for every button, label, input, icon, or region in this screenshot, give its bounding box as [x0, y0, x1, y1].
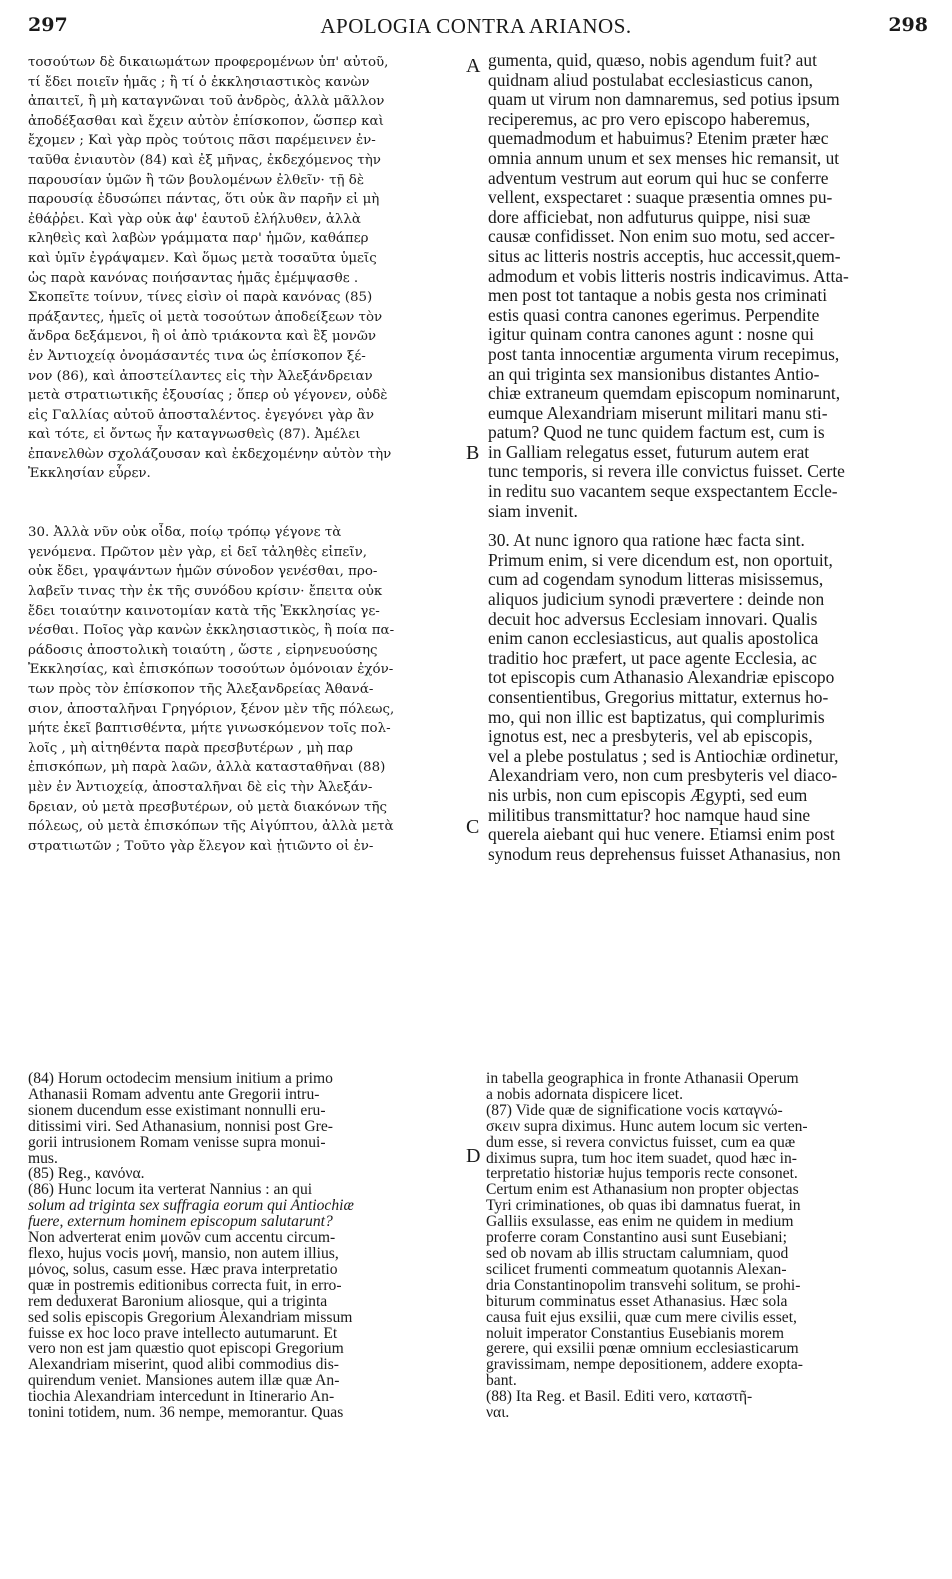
greek-text-line: ἄνδρα δεξάμενοι, ἢ οἱ ἀπὸ τριάκοντα καὶ ἓξ μονῶν [28, 329, 376, 345]
greek-text-line: γενόμενα. Πρῶτον μὲν γὰρ, εἰ δεῖ τἀληθὲς εἰπεῖν, [28, 544, 368, 560]
latin-text-line: consentientibus, Gregorius mittatur, externus ho- [488, 688, 829, 707]
greek-text-line: καὶ ὑμῖν ἐγράψαμεν. Καὶ ὅμως μετὰ τοσαῦτα ὑμεῖς [28, 250, 377, 266]
greek-text-line: νέσθαι. Ποῖος γὰρ κανὼν ἐκκλησιαστικὸς, ἢ ποία πα- [28, 623, 395, 639]
greek-text-line [28, 504, 460, 524]
footnote-line: in tabella geographica in fronte Athanasii Operum [486, 1071, 799, 1087]
greek-text-line: Ἐκκλησίας, καὶ ἐπισκόπων τοσούτων ὁμόνοιαν ἐχόν- [28, 662, 394, 678]
footnote-line: ναι. [486, 1405, 510, 1421]
latin-text-column [488, 51, 938, 864]
footnotes-left-column [28, 1071, 472, 1421]
greek-text-line: λοῖς , μὴ αἰτηθέντα παρὰ πρεσβυτέρων , μὴ παρ [28, 740, 354, 756]
latin-text-line: quemadmodum et habuimus? Etenim præter hæc [488, 129, 829, 149]
greek-text-line: νον (86), καὶ ἀποστείλαντες εἰς τὴν Ἀλεξάνδρειαν [28, 368, 373, 384]
footnote-line: proferre coram Constantino ausi sunt Eusebiani; [486, 1230, 787, 1246]
latin-text-line: Primum enim, si vere dicendum est, non oportuit, [488, 550, 833, 570]
greek-text-line: μήτε ἐκεῖ βαπτισθέντα, μήτε γινωσκόμενον τοῖς πολ- [28, 721, 391, 737]
footnote-line: σκειν supra diximus. Hunc autem locum sic verten- [486, 1118, 808, 1135]
greek-text-line: ὡς παρὰ κανόνας ποιήσαντας ἡμᾶς ἐμέμψασθε . [28, 270, 359, 286]
latin-text-line: 30. At nunc ignoro qua ratione hæc facta sint. [488, 531, 805, 551]
greek-text-line: ἔδει τοιαύτην καινοτομίαν κατὰ τῆς Ἐκκλησίας γε- [28, 603, 380, 619]
footnote-line: Athanasii Romam adventu ante Gregorii intru- [28, 1086, 320, 1103]
footnote-line: diximus supra, tum hoc item suadet, quod hæc in- [486, 1150, 797, 1167]
footnote-line: quæ in postremis editionibus correcta fuit, in erro- [28, 1277, 342, 1294]
footnote-line: rem deduxerat Baronium aliosque, qui a triginta [28, 1293, 328, 1310]
greek-text-line: 30. Ἀλλὰ νῦν οὐκ οἶδα, ποίῳ τρόπῳ γέγονε τὰ [28, 525, 342, 541]
latin-text-line: querela aiebant qui huc venere. Etiamsi enim post [488, 825, 835, 845]
latin-text-line: chiæ extraneum quemdam episcopum nominarunt, [488, 384, 841, 404]
footnote-line: scilicet frumenti commeatum quotannis Alexan- [486, 1261, 787, 1278]
greek-text-line: Ἐκκλησίαν εὗρεν. [28, 466, 151, 482]
greek-text-line: καὶ τότε, εἰ ὄντως ἦν καταγνωσθεὶς (87). Ἀμέλει [28, 427, 361, 443]
greek-text-line: πράξαντες, ἡμεῖς οἱ μετὰ τοσούτων ἀποδείξεων τὸν [28, 309, 383, 325]
latin-text-line: causæ confidisset. Non enim suo motu, sed accer- [488, 227, 835, 247]
latin-text-line: siam invenit. [488, 501, 578, 521]
margin-letter-d: D [466, 1145, 481, 1167]
latin-text-line: mo, qui non illic est baptizatus, qui complurimis [488, 707, 825, 727]
greek-text-line: ἐπισκόπων, μὴ παρὰ λαῶν, ἀλλὰ κατασταθῆναι (88) [28, 760, 386, 776]
latin-text-line: in reditu suo vacantem seque exspectantem Eccle- [488, 482, 838, 502]
latin-text-line: quam ut virum non damnaremus, sed potius ipsum [488, 90, 840, 110]
footnote-line: tonini totidem, num. 36 nempe, memorantur. Quas [28, 1405, 344, 1421]
latin-text-line: situs ac litteris nostris acceptis, huc accessit,quem- [488, 246, 841, 266]
footnote-line: gravissimam, nempe depositionem, addere exopta- [486, 1357, 803, 1374]
footnote-line: flexo, hujus vocis μονή, mansio, non autem illius, [28, 1245, 339, 1262]
greek-text-line: μετὰ στρατιωτικῆς ἐξουσίας ; ὅπερ οὐ γέγονεν, οὐδὲ [28, 388, 388, 404]
footnote-line: Galliis exsulasse, eas enim ne quidem in medium [486, 1214, 794, 1231]
footnote-line: μόνος, solus, casum esse. Hæc prava interpretatio [28, 1261, 338, 1278]
latin-text-line: cum ad cogendam synodum litteras misissemus, [488, 570, 824, 590]
greek-text-line: εἰς Γαλλίας αὐτοῦ ἀποσταλέντος. ἐγεγόνει γὰρ ἂν [28, 407, 375, 423]
latin-text-line: nis urbis, non cum episcopis Ægypti, sed eum [488, 785, 808, 805]
greek-text-line: κληθεὶς καὶ λαβὼν γράμματα παρ' ἡμῶν, καθάπερ [28, 231, 369, 247]
footnote-line: sed ob novam ab illis structam calumniam, quod [486, 1245, 789, 1262]
footnote-line: causa fuit ejus exsilii, quæ cum mere civilis esset, [486, 1309, 797, 1326]
footnote-line: bant. [486, 1373, 517, 1390]
latin-text-line: reciperemus, ac pro vero episcopo haberemus, [488, 109, 811, 129]
greek-text-line: στρατιωτῶν ; Τοῦτο γὰρ ἔλεγον καὶ ᾐτιῶντο οἱ ἐν- [28, 838, 374, 854]
greek-text-line: Σκοπεῖτε τοίνυν, τίνες εἰσὶν οἱ παρὰ κανόνας (85) [28, 290, 373, 306]
latin-text-line: vellent, exspectaret : suaque præsentia omnes pu- [488, 188, 833, 208]
footnote-line: dum esse, si revera convictus fuisset, cum ea quæ [486, 1134, 796, 1151]
latin-text-line: aliquos judicium synodi prævertere : deinde non [488, 590, 825, 610]
latin-text-line: synodum reus deprehensus fuisset Athanasius, non [488, 844, 841, 864]
latin-text-line: quidnam aliud postulabat ecclesiasticus canon, [488, 70, 814, 90]
greek-text-line: σιον, ἀποσταλῆναι Γρηγόριον, ξένον μὲν τῆς πόλεως, [28, 701, 395, 717]
latin-text-line: eumque Alexandriam miserunt militari manu sti- [488, 403, 828, 423]
footnote-line: dria Constantinopolim transvehi solitum, se prohi- [486, 1277, 801, 1294]
footnote-line: solum ad triginta sex suffragia eorum qui Antiochiæ [28, 1198, 354, 1215]
footnote-line: gorii intrusionem Romam venisse supra monui- [28, 1134, 326, 1151]
greek-text-line: τί ἔδει ποιεῖν ἡμᾶς ; ἢ τί ὁ ἐκκλησιαστικὸς κανὼν [28, 74, 370, 90]
greek-text-line: πόλεως, οὐ μετὰ ἐπισκόπων τῆς Αἰγύπτου, ἀλλὰ μετὰ [28, 819, 394, 835]
greek-text-line: οὐκ ἔδει, γραψάντων ἡμῶν σύνοδον γενέσθαι, προ- [28, 564, 378, 580]
footnote-line: fuisse ex hoc loco prave intellecto autumarunt. Et [28, 1325, 338, 1342]
greek-text-line: παρουσίαν ὑμῶν ἢ τῶν βουλομένων ἐλθεῖν· τῇ δὲ [28, 172, 365, 188]
footnote-line: tiochia Alexandriam intercedunt in Itinerario An- [28, 1389, 335, 1406]
footnote-line: fuere, externum hominem episcopum salutarunt? [28, 1214, 333, 1231]
page-header [0, 10, 952, 44]
latin-text-line: an qui triginta sex mansionibus distantes Antio- [488, 364, 820, 384]
greek-text-line: μὲν ἐν Ἀντιοχείᾳ, ἀποσταλῆναι δὲ εἰς τὴν Ἀλεξάν- [28, 779, 373, 795]
footnote-line: gerere, qui exsilii pœnæ omnium ecclesiasticarum [486, 1341, 799, 1358]
latin-text-line: patum? Quod ne tunc quidem factum est, cum is [488, 423, 825, 443]
footnote-line: ditissimi viri. Sed Athanasium, nonnisi post Gre- [28, 1118, 333, 1135]
footnote-line: Non adverterat enim μονῶν cum accentu circum- [28, 1230, 336, 1246]
footnote-line: quirendum veniet. Mansiones autem illæ quæ An- [28, 1373, 340, 1390]
latin-text-line: tunc temporis, si revera ille convictus fuisset. Certe [488, 462, 845, 482]
footnote-line: (84) Horum octodecim mensium initium a primo [28, 1071, 333, 1087]
latin-text-line: men post tot tantaque a nobis gesta nos criminati [488, 286, 828, 306]
greek-text-line: ταῦθα ἐνιαυτὸν (84) καὶ ἐξ μῆνας, ἐκδεχόμενος τὴν [28, 152, 381, 168]
footnote-line: Tyri criminationes, ob quas ibi damnatus fuerat, in [486, 1198, 801, 1215]
greek-text-column [28, 53, 460, 856]
latin-text-line: gumenta, quid, quæso, nobis agendum fuit? aut [488, 51, 817, 70]
footnote-line: Alexandriam miserint, quod alibi commodius dis- [28, 1357, 339, 1374]
footnote-line: biturum comminatus esset Athanasius. Hæc sola [486, 1293, 788, 1310]
latin-text-line: ignotus est, nec a presbyteris, vel ab episcopis, [488, 727, 813, 747]
footnote-line: (88) Ita Reg. et Basil. Editi vero, καταστῆ- [486, 1389, 753, 1406]
latin-text-line: dore afficiebat, non adfuturus quippe, nisi suæ [488, 207, 811, 227]
running-title: APOLOGIA CONTRA ARIANOS. [320, 14, 632, 38]
latin-text-line: in Galliam relegatus esset, futurum autem erat [488, 442, 810, 462]
footnote-line: Certum enim est Athanasium non propter objectas [486, 1182, 799, 1199]
latin-text-line: admodum et vobis litteris nostris indicavimus. Atta- [488, 266, 849, 286]
greek-text-line: δρειαν, οὐ μετὰ πρεσβυτέρων, οὐ μετὰ διακόνων τῆς [28, 799, 388, 815]
greek-text-line: τοσούτων δὲ δικαιωμάτων προφερομένων ὑπ' αὐτοῦ, [28, 55, 389, 70]
latin-text-line: estis quasi contra canones egerimus. Perpendite [488, 305, 820, 325]
page-number-right: 298 [888, 14, 928, 36]
footnote-line: sed solis episcopis Gregorium Alexandriam missum [28, 1309, 353, 1326]
greek-text-line: ἐπανελθὼν σχολάζουσαν καὶ ἐκδεχομένην αὐτὸν τὴν [28, 446, 392, 462]
greek-text-line: ἀποδέξασθαι καὶ ἔχειν αὐτὸν ἐπίσκοπον, ὥσπερ καὶ [28, 113, 384, 129]
latin-text-line: enim canon ecclesiasticus, aut qualis apostolica [488, 629, 819, 649]
margin-letter-b: B [466, 442, 480, 464]
latin-text-line: tot episcopis cum Athanasio Alexandriæ episcopo [488, 668, 835, 688]
latin-text-line: omnia annum unum et sex menses hic remansit, ut [488, 148, 840, 168]
greek-text-line [28, 484, 460, 504]
greek-text-line: ἔχομεν ; Καὶ γὰρ πρὸς τούτοις πᾶσι παρέμεινεν ἐν- [28, 133, 376, 149]
margin-letter-c: C [466, 816, 480, 838]
footnote-line: vero non est jam quæstio quot episcopi Gregorium [28, 1341, 344, 1358]
latin-text-line: post tanta innocentiæ argumenta virum recepimus, [488, 344, 840, 364]
greek-text-line: ἀπαιτεῖ, ἢ μὴ καταγνῶναι τοῦ ἀνδρὸς, ἀλλὰ μᾶλλον [28, 94, 385, 110]
latin-text-line: igitur quinam contra canones agunt : nosne qui [488, 325, 814, 345]
footnotes-right-column [486, 1071, 930, 1421]
page-number-left: 297 [28, 14, 68, 36]
latin-text-line: traditio hoc præfert, ut pace agente Ecclesia, ac [488, 648, 817, 668]
greek-text-line: των πρὸς τὸν ἐπίσκοπον τῆς Ἀλεξανδρείας Ἀθανά- [28, 682, 374, 697]
footnote-line: terpretatio historiæ hujus temporis recte consonet. [486, 1166, 798, 1183]
latin-text-line: Alexandriam vero, non cum presbyteris vel diaco- [488, 766, 838, 786]
greek-text-line: λαβεῖν τινας τὴν ἐκ τῆς συνόδου κρίσιν· ἔπειτα οὐκ [28, 584, 383, 600]
greek-text-line: ἐν Ἀντιοχείᾳ ὀνομάσαντές τινα ὡς ἐπίσκοπον ξέ- [28, 348, 366, 364]
footnote-line: sionem ducendum esse existimant nonnulli eru- [28, 1102, 326, 1119]
latin-text-line: adventum vestrum aut eorum qui huc se conferre [488, 168, 829, 188]
latin-text-line: militibus transmittatur? hoc namque haud sine [488, 805, 811, 825]
latin-text-line: decuit hoc adversus Ecclesiam innovari. Qualis [488, 609, 818, 629]
footnote-line: (87) Vide quæ de significatione vocis καταγνώ- [486, 1102, 783, 1119]
footnote-line: a nobis adornata dispicere licet. [486, 1086, 684, 1103]
greek-text-line: ράδοσις ἀποστολικὴ τοιαύτη , ὥστε , εἰρηνευούσης [28, 642, 378, 658]
greek-text-line: ἐθάῤῥει. Καὶ γὰρ οὐκ ἀφ' ἑαυτοῦ ἐλήλυθεν, ἀλλὰ [28, 211, 361, 227]
greek-text-line: παρουσίᾳ ἐδυσώπει πάντας, ὅτι οὐκ ἂν παρῆν εἰ μὴ [28, 192, 380, 208]
footnote-line: (86) Hunc locum ita verterat Nannius : an qui [28, 1182, 313, 1199]
footnote-line: (85) Reg., κανόνα. [28, 1166, 145, 1183]
margin-letter-a: A [466, 55, 481, 77]
footnote-line: noluit imperator Constantius Eusebianis morem [486, 1325, 784, 1342]
footnote-line: mus. [28, 1150, 58, 1167]
latin-text-line: vel a plebe postulatus ; sed is Antiochiæ ordinetur, [488, 746, 839, 766]
